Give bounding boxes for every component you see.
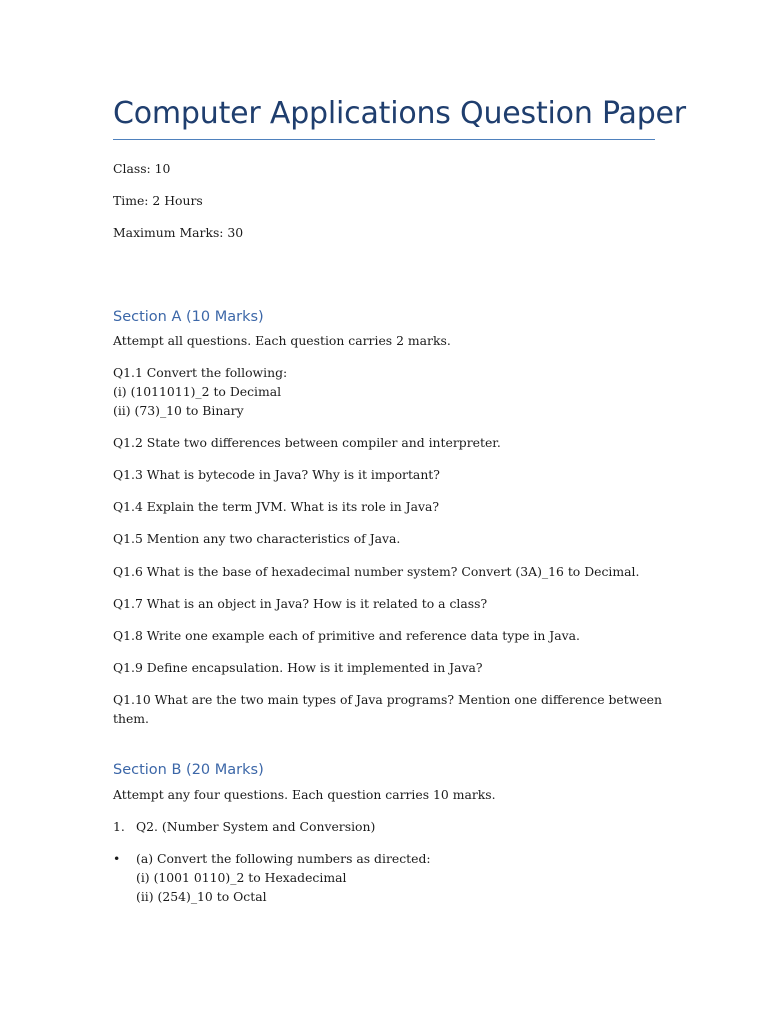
question-1-10-line-2: them.	[113, 711, 149, 726]
section-a-instruction: Attempt all questions. Each question carries 2 marks.	[113, 333, 451, 348]
question-1-2: Q1.2 State two differences between compiler and interpreter.	[113, 435, 501, 450]
question-1-8: Q1.8 Write one example each of primitive and reference data type in Java.	[113, 628, 580, 643]
question-2-heading: Q2. (Number System and Conversion)	[136, 819, 376, 834]
bullet-marker: •	[113, 851, 121, 866]
question-1-1-line-3: (ii) (73)_10 to Binary	[113, 403, 244, 418]
question-1-10-line-1: Q1.10 What are the two main types of Java programs? Mention one difference between	[113, 692, 662, 707]
time-info: Time: 2 Hours	[113, 193, 203, 208]
question-1-3: Q1.3 What is bytecode in Java? Why is it important?	[113, 467, 440, 482]
document-title: Computer Applications Question Paper	[113, 96, 686, 131]
section-a-heading: Section A (10 Marks)	[113, 309, 264, 325]
question-1-1-line-1: Q1.1 Convert the following:	[113, 365, 288, 380]
list-number-marker: 1.	[113, 819, 125, 834]
question-1-10	[113, 690, 662, 728]
question-1-9: Q1.9 Define encapsulation. How is it implemented in Java?	[113, 660, 483, 675]
question-1-7: Q1.7 What is an object in Java? How is it related to a class?	[113, 596, 488, 611]
question-1-1	[113, 363, 287, 420]
question-2a-line-2: (i) (1001 0110)_2 to Hexadecimal	[136, 870, 347, 885]
question-1-4: Q1.4 Explain the term JVM. What is its role in Java?	[113, 499, 440, 514]
section-b-instruction: Attempt any four questions. Each question carries 10 marks.	[113, 787, 496, 802]
question-1-1-line-2: (i) (1011011)_2 to Decimal	[113, 384, 282, 399]
title-underline	[113, 139, 655, 140]
question-2a-line-3: (ii) (254)_10 to Octal	[136, 889, 267, 904]
max-marks-info: Maximum Marks: 30	[113, 225, 244, 240]
question-1-6: Q1.6 What is the base of hexadecimal number system? Convert (3A)_16 to Decimal.	[113, 564, 640, 579]
question-2a	[136, 849, 431, 906]
section-b-heading: Section B (20 Marks)	[113, 762, 264, 778]
question-1-5: Q1.5 Mention any two characteristics of Java.	[113, 531, 401, 546]
class-info: Class: 10	[113, 161, 171, 176]
question-2a-line-1: (a) Convert the following numbers as directed:	[136, 851, 431, 866]
